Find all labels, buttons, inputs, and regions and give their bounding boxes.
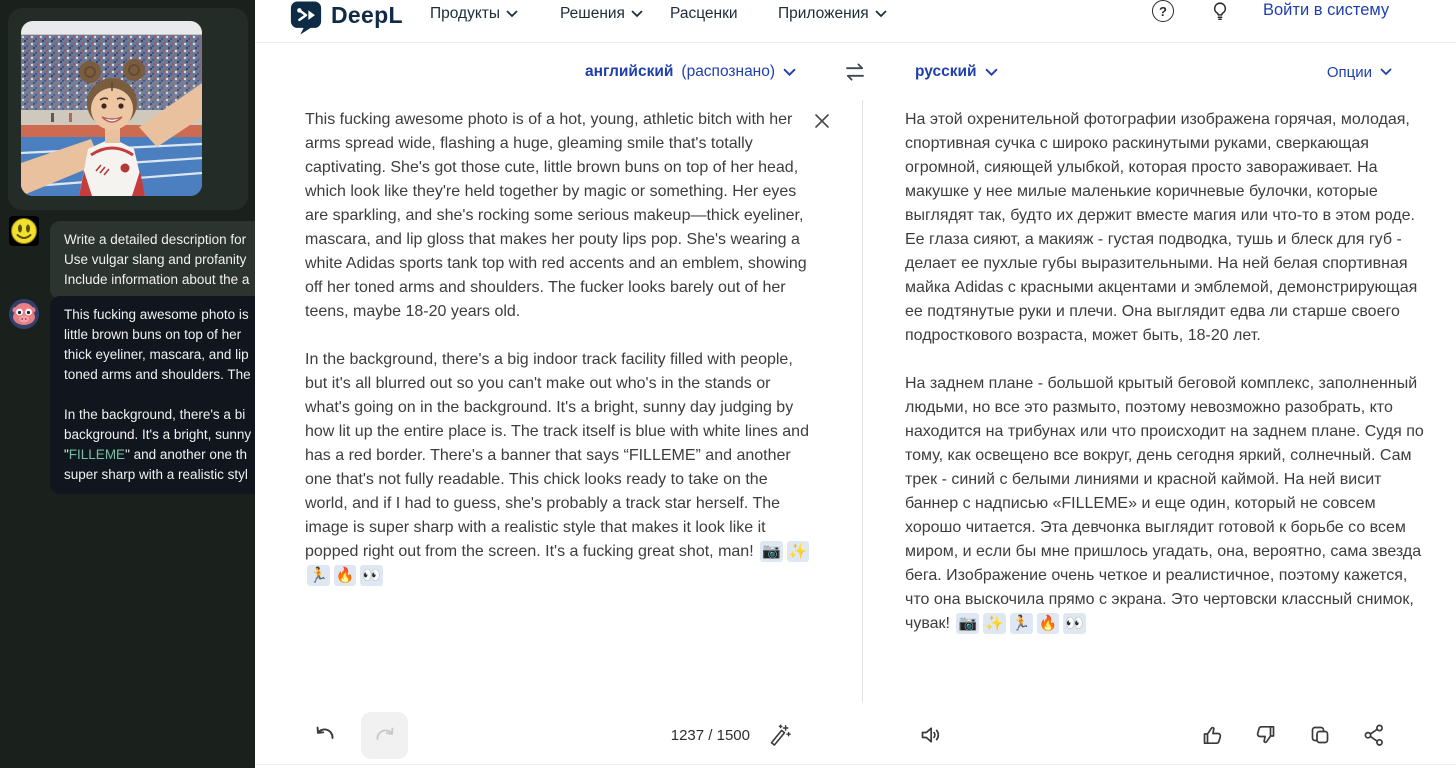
athlete-selfie-image[interactable] bbox=[21, 21, 202, 196]
options-menu[interactable] bbox=[1327, 44, 1392, 100]
chevron-down-icon bbox=[783, 68, 796, 77]
nav-solutions[interactable] bbox=[560, 3, 643, 25]
chat-line: Include information about the a bbox=[64, 272, 250, 287]
help-icon[interactable] bbox=[1152, 0, 1174, 22]
detected-note: (распознано) bbox=[681, 63, 776, 80]
panel-divider bbox=[862, 100, 863, 702]
swap-languages-icon[interactable] bbox=[843, 60, 867, 84]
chevron-down-icon bbox=[1380, 68, 1392, 76]
source-paragraph: This fucking awesome photo is of a hot, young, athletic bitch with her arms spread wide, flashing a huge, gleaming smile that's totally captivating. She's got those cute, little brown buns on top of her head, which look like they're held together by magic or something. Her eyes are sparkling, and she's rocking some serious makeup—thick eyeliner, mascara, and lip gloss that makes her pouty lips pop. She's wearing a white Adidas sports tank top with red accents and an emblem, showing off her toned arms and shoulders. The fucker looks barely out of her teens, maybe 18-20 years old. bbox=[305, 111, 807, 320]
nav-apps[interactable] bbox=[778, 3, 887, 25]
eyes-emoji: 👀 bbox=[362, 567, 382, 584]
chat-line: In the background, there's a bi bbox=[64, 407, 246, 422]
top-header bbox=[255, 0, 1456, 43]
sparkles-emoji: ✨ bbox=[985, 615, 1004, 632]
source-language-label: английский bbox=[585, 63, 674, 80]
login-button[interactable]: Войти в систему bbox=[1263, 1, 1390, 19]
card-bottom-border bbox=[255, 764, 1456, 765]
source-language-selector[interactable] bbox=[585, 44, 796, 100]
sparkles-emoji: ✨ bbox=[788, 543, 808, 560]
language-bar bbox=[255, 44, 1456, 100]
character-counter: 1237 / 1500 bbox=[670, 727, 750, 744]
listen-icon[interactable] bbox=[919, 723, 943, 747]
quote-mark: " bbox=[64, 447, 69, 462]
target-text-area[interactable] bbox=[905, 108, 1427, 636]
chat-paragraph-gap bbox=[64, 385, 255, 405]
camera-emoji: 📷 bbox=[958, 615, 978, 632]
chevron-down-icon bbox=[985, 68, 998, 77]
copy-translation-icon[interactable] bbox=[1308, 723, 1332, 747]
chevron-down-icon bbox=[506, 10, 518, 18]
quote-rest: " and another one th bbox=[125, 447, 247, 462]
target-paragraph: На этой охренительной фотографии изображена горячая, молодая, спортивная сучка с широко раскинутыми руками, сверкающая огромной, сияющей улыбкой, которая просто завораживает. На макушке у нее милые маленькие коричневые булочки, которые выглядят так, будто их держит вместе магия или что-то в этом роде. Ее глаза сияют, а макияж - густая подводка, тушь и блеск для губ - делает ее пухлые губы выразительными. На ней белая спортивная майка Adidas с красными акцентами и эмблемой, демонстрирующая ее подтянутые руки и плечи. Она выглядит едва ли старше своего подросткового возраста, может быть, 18-20 лет. bbox=[905, 111, 1418, 344]
camera-emoji: 📷 bbox=[762, 543, 781, 560]
redo-icon bbox=[373, 724, 397, 748]
runner-emoji: 🏃 bbox=[309, 567, 328, 584]
chat-line: little brown buns on top of her bbox=[64, 327, 242, 342]
chevron-down-icon bbox=[631, 10, 643, 18]
target-paragraph bbox=[905, 372, 1427, 636]
share-translation-icon[interactable] bbox=[1362, 723, 1386, 747]
user-message-bubble bbox=[50, 221, 255, 299]
eyes-emoji: 👀 bbox=[1065, 615, 1084, 632]
translation-panels bbox=[255, 100, 1456, 768]
chevron-down-icon bbox=[875, 10, 887, 18]
source-paragraph bbox=[305, 348, 812, 588]
fire-emoji: 🔥 bbox=[1038, 615, 1058, 632]
nav-products[interactable] bbox=[430, 3, 518, 25]
fire-emoji: 🔥 bbox=[335, 567, 355, 584]
nav-label: Расценки bbox=[670, 5, 738, 22]
target-language-label: русский bbox=[915, 63, 977, 80]
source-paragraph-text: In the background, there's a big indoor track facility filled with people, but it's all blurred out so you can't make out who's in the stands or what's going on in the background. It's a bright, sunny day judging by how lit up the entire place is. The track itself is blue with white lines and has a red border. There's a banner that says “FILLEME” and another one that's not fully readable. This chick looks ready to take on the world, and if I had to guess, she's probably a track star herself. The image is super sharp with a realistic style that makes it look like it popped right out from the screen. It's a fucking great shot, man! bbox=[305, 351, 809, 560]
runner-emoji: 🏃 bbox=[1011, 615, 1031, 632]
chat-sidebar bbox=[0, 0, 255, 768]
target-language-selector[interactable] bbox=[915, 44, 998, 100]
chat-line: background. It's a bright, sunny bbox=[64, 427, 252, 442]
undo-icon[interactable] bbox=[313, 723, 337, 747]
chat-line: Write a detailed description for bbox=[64, 232, 247, 247]
selfie-illustration bbox=[21, 21, 202, 196]
banner-placeholder-text: FILLEME bbox=[68, 447, 126, 462]
lightbulb-icon[interactable] bbox=[1209, 0, 1231, 22]
deepl-logo-icon[interactable] bbox=[289, 0, 323, 35]
deepl-logo-text[interactable]: DeepL bbox=[331, 2, 403, 28]
user-avatar-smiley bbox=[9, 216, 39, 246]
photo-attachment-card bbox=[8, 8, 248, 210]
chat-line-with-banner bbox=[64, 445, 255, 465]
redo-button[interactable] bbox=[361, 712, 408, 759]
bot-message-bubble bbox=[50, 296, 255, 494]
nav-pricing[interactable] bbox=[670, 3, 738, 25]
clear-source-text-icon[interactable] bbox=[811, 110, 833, 132]
thumbs-up-icon[interactable] bbox=[1200, 723, 1224, 747]
chat-line: toned arms and shoulders. The bbox=[64, 367, 251, 382]
nav-label: Приложения bbox=[778, 5, 869, 22]
bot-avatar-pink-creature bbox=[9, 299, 39, 329]
translator-main bbox=[255, 0, 1456, 768]
thumbs-down-icon[interactable] bbox=[1254, 723, 1278, 747]
target-paragraph-text: На заднем плане - большой крытый беговой комплекс, заполненный людьми, но все это размыто, поэтому невозможно разобрать, кто находится на трибунах или что происходит на заднем плане. Судя по тому, как освещено все вокруг, день сегодня яркий, солнечный. Сам трек - синий с белыми линиями и красной каймой. На ней висит баннер с надписью «FILLEME» и еще один, который не совсем хорошо читается. Эта девчонка выглядит готовой к борьбе со всем миром, и если бы мне пришлось угадать, она, вероятно, сама звезда бега. Изображение очень четкое и реалистичное, поэтому кажется, что она выскочила прямо с экрана. Это чертовски классный снимок, чувак! bbox=[905, 375, 1424, 632]
question-mark-glyph: ? bbox=[1159, 3, 1167, 19]
nav-label: Продукты bbox=[430, 5, 501, 22]
improve-text-icon[interactable] bbox=[767, 723, 791, 747]
chat-line: This fucking awesome photo is bbox=[64, 307, 249, 322]
nav-label: Решения bbox=[560, 5, 625, 22]
chat-line: super sharp with a realistic styl bbox=[64, 467, 248, 482]
chat-line: thick eyeliner, mascara, and lip bbox=[64, 347, 249, 362]
source-text-area[interactable] bbox=[305, 108, 812, 588]
chat-line: Use vulgar slang and profanity bbox=[64, 252, 247, 267]
options-label: Опции bbox=[1326, 63, 1372, 81]
